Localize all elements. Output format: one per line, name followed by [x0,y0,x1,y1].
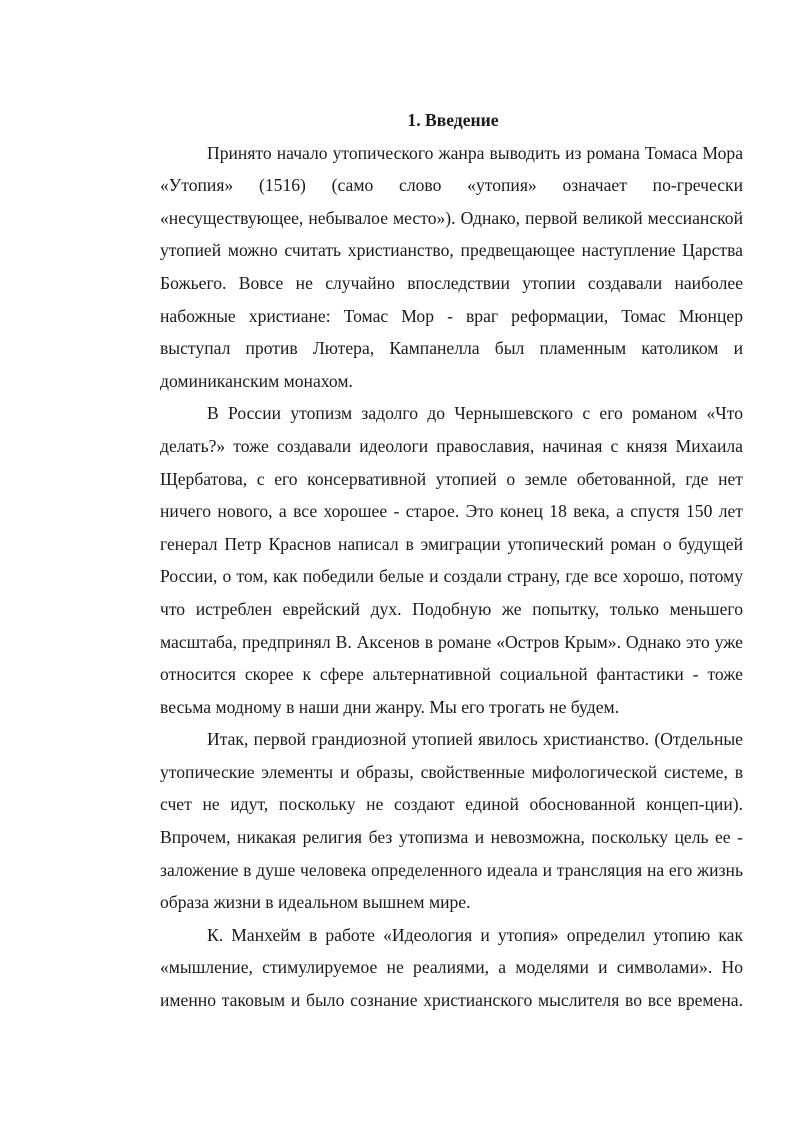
text-line: образа жизни в идеальном вышнем мире. [160,892,471,913]
text-line: доминиканским монахом. [160,370,353,391]
text-line: «несуществующее, небывалое место»). Однако, первой великой мессианской [160,207,743,228]
text-line: счет не идут, поскольку не создают единой обоснованной концеп-ции). [160,794,743,815]
text-line: выступал против Лютера, Кампанелла был пламенным католиком и [160,338,743,359]
document-body [113,104,743,1017]
paragraph-3 [113,723,743,919]
paragraph-2 [113,397,743,723]
text-line: Щербатова, с его консервативной утопией о земле обетованной, где нет [160,468,743,489]
text-line: Божьего. Вовсе не случайно впоследствии утопии создавали наиболее [160,272,743,293]
text-line: Итак, первой грандиозной утопией явилось христианство. (Отдельные [207,729,743,750]
text-line: набожные христиане: Томас Мор - враг реформации, Томас Мюнцер [160,305,743,326]
section-heading: 1. Введение [407,110,499,130]
text-line: «Утопия» (1516) (само слово «утопия» означает по-гречески [160,175,743,196]
paragraph-1 [113,137,743,398]
text-line: Впрочем, никакая религия без утопизма и невозможна, поскольку цель ее - [160,827,743,848]
text-line: что истреблен еврейский дух. Подобную же попытку, только меньшего [160,598,743,619]
text-line: утопические элементы и образы, свойственные мифологической системе, в [160,761,743,782]
text-line: заложение в душе человека определенного идеала и трансляция на его жизнь [160,859,743,880]
text-line: Принято начало утопического жанра выводить из романа Томаса Мора [207,142,743,163]
paragraph-4 [113,919,743,1017]
text-line: «мышление, стимулируемое не реалиями, а моделями и символами». Но [160,957,743,978]
text-line: России, о том, как победили белые и создали страну, где все хорошо, потому [160,566,743,587]
text-line: делать?» тоже создавали идеологи православия, начиная с князя Михаила [160,435,743,456]
text-line: относится скорее к сфере альтернативной социальной фантастики - тоже [160,664,743,685]
text-line: масштаба, предпринял В. Аксенов в романе «Остров Крым». Однако это уже [160,631,743,652]
text-line: генерал Петр Краснов написал в эмиграции утопический роман о будущей [160,533,743,554]
text-line: весьма модному в наши дни жанру. Мы его трогать не будем. [160,696,620,717]
text-line: именно таковым и было сознание христианского мыслителя во все времена. [160,990,743,1011]
text-line: ничего нового, а все хорошее - старое. Это конец 18 века, а спустя 150 лет [160,501,743,522]
text-line: утопией можно считать христианство, предвещающее наступление Царства [160,240,743,261]
text-line: В России утопизм задолго до Чернышевского с его романом «Что [207,403,743,424]
text-line: К. Манхейм в работе «Идеология и утопия» определил утопию как [207,924,743,945]
